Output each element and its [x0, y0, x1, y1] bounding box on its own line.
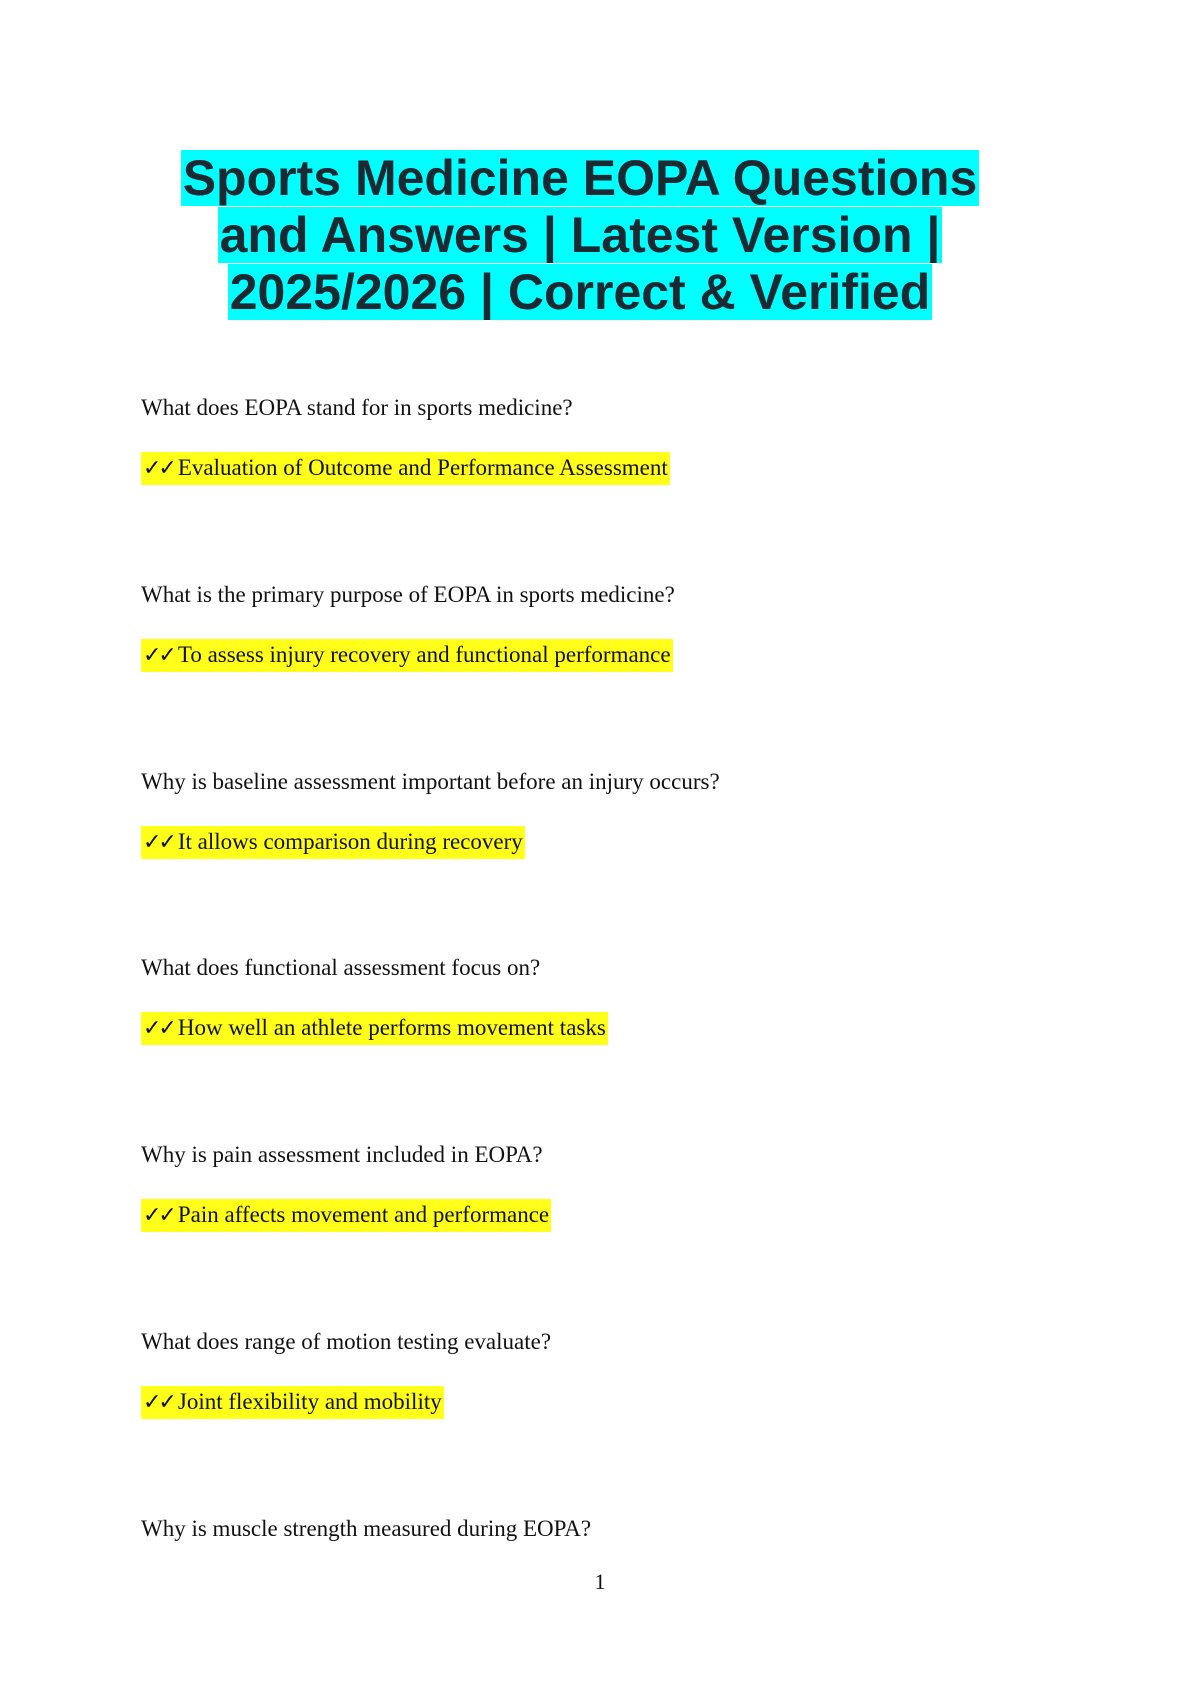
- double-check-mark-icon: ✓✓: [143, 456, 174, 481]
- answer-highlight: [141, 826, 525, 859]
- question-text: What is the primary purpose of EOPA in sports medicine?: [141, 582, 675, 607]
- question-text: What does functional assessment focus on?: [141, 955, 541, 980]
- double-check-mark-icon: ✓✓: [143, 1016, 174, 1041]
- question-text: Why is pain assessment included in EOPA?: [141, 1142, 543, 1167]
- qa-item-1: [141, 393, 1041, 485]
- double-check-mark-icon: ✓✓: [143, 643, 174, 668]
- qa-item-5: [141, 1140, 1041, 1232]
- question-text: Why is muscle strength measured during EOPA?: [141, 1516, 592, 1541]
- page-number: 1: [594, 1569, 606, 1594]
- answer-highlight: [141, 1199, 551, 1232]
- question-text: What does range of motion testing evaluate?: [141, 1329, 552, 1354]
- double-check-mark-icon: ✓✓: [143, 1203, 174, 1228]
- qa-item-3: [141, 767, 1041, 859]
- document-title: [150, 150, 1010, 321]
- question-text: Why is baseline assessment important before an injury occurs?: [141, 769, 720, 794]
- answer-highlight: [141, 1012, 608, 1045]
- qa-item-7: [141, 1514, 1041, 1544]
- qa-item-6: [141, 1327, 1041, 1419]
- double-check-mark-icon: ✓✓: [143, 1390, 174, 1415]
- double-check-mark-icon: ✓✓: [143, 830, 174, 855]
- answer-line: [141, 1386, 1041, 1419]
- answer-highlight: [141, 639, 673, 672]
- document-title-text: Sports Medicine EOPA Questions and Answers | Latest Version | 2025/2026 | Correct & Verified: [182, 150, 978, 320]
- question-text: What does EOPA stand for in sports medicine?: [141, 395, 573, 420]
- answer-text: To assess injury recovery and functional performance: [177, 642, 671, 667]
- answer-line: [141, 1012, 1041, 1045]
- qa-item-4: [141, 953, 1041, 1045]
- answer-text: Pain affects movement and performance: [177, 1202, 550, 1227]
- answer-line: [141, 639, 1041, 672]
- answer-text: Evaluation of Outcome and Performance Assessment: [177, 455, 668, 480]
- answer-line: [141, 452, 1041, 485]
- answer-highlight: [141, 452, 670, 485]
- answer-line: [141, 826, 1041, 859]
- answer-text: How well an athlete performs movement tasks: [177, 1015, 606, 1040]
- answer-line: [141, 1199, 1041, 1232]
- qa-item-2: [141, 580, 1041, 672]
- answer-highlight: [141, 1386, 444, 1419]
- answer-text: It allows comparison during recovery: [177, 829, 523, 854]
- answer-text: Joint flexibility and mobility: [177, 1389, 442, 1414]
